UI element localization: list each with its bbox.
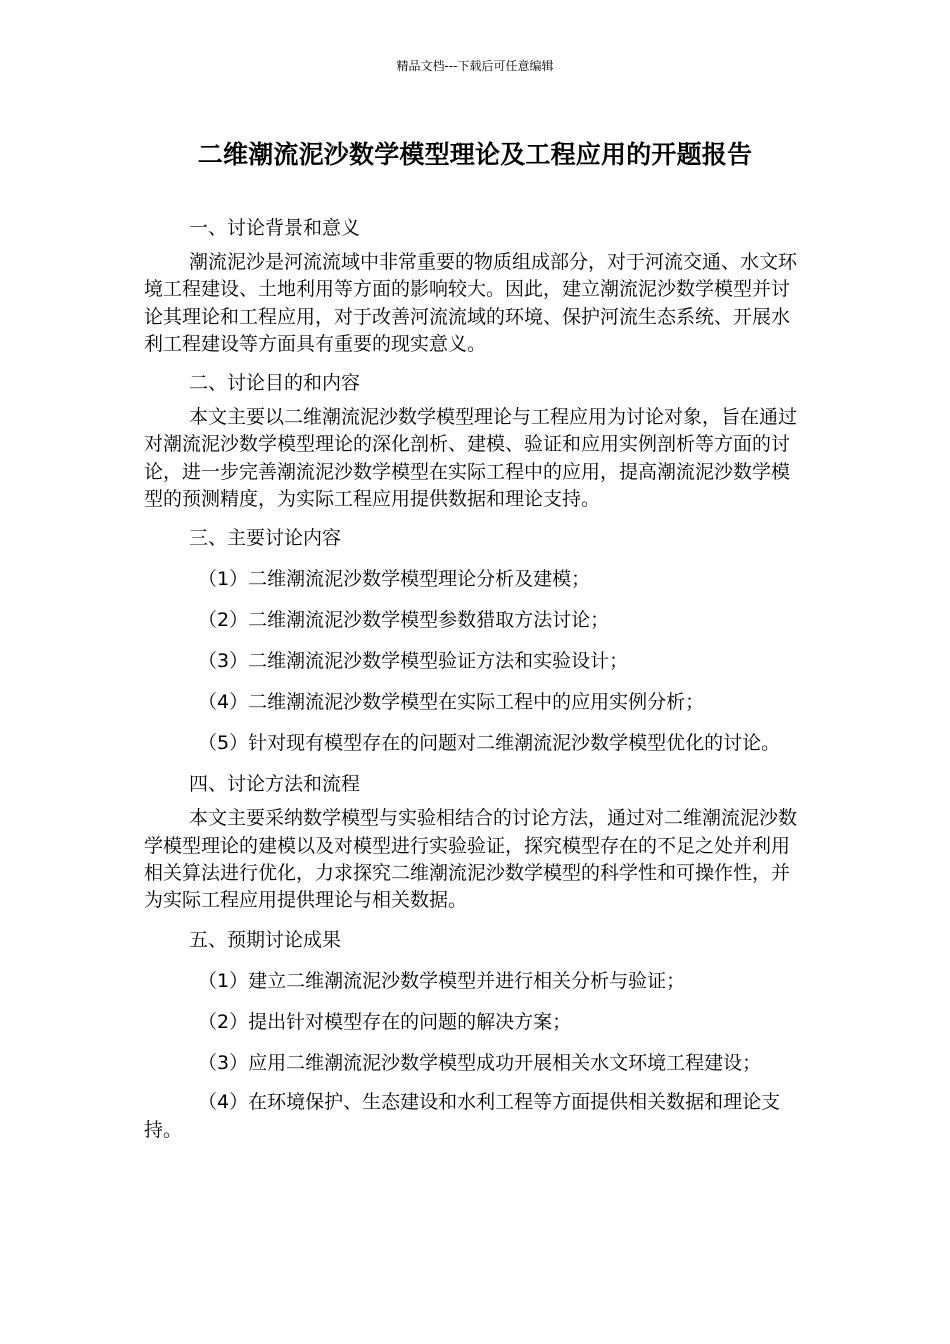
section-heading-main-content: 三、主要讨论内容 (189, 527, 342, 550)
section-heading-method: 四、讨论方法和流程 (189, 773, 361, 796)
section-heading-expected-results: 五、预期讨论成果 (189, 928, 342, 951)
list-item: （1）建立二维潮流泥沙数学模型并进行相关分析与验证； (198, 969, 686, 992)
section-heading-purpose: 二、讨论目的和内容 (189, 372, 361, 395)
document-body (144, 212, 806, 1144)
list-item: （5）针对现有模型存在的问题对二维潮流泥沙数学模型优化的讨论。 (198, 732, 781, 755)
document-title: 二维潮流泥沙数学模型理论及工程应用的开题报告 (197, 140, 753, 169)
list-item: （2）二维潮流泥沙数学模型参数猎取方法讨论； (198, 609, 610, 632)
paragraph-purpose: 本文主要以二维潮流泥沙数学模型理论与工程应用为讨论对象，旨在通过对潮流泥沙数学模型理论的深化剖析、建模、验证和应用实例剖析等方面的讨论，进一步完善潮流泥沙数学模型在实际工程中的应用，提高潮流泥沙数学模型的预测精度，为实际工程应用提供数据和理论支持。 (144, 406, 798, 511)
list-item: （4）二维潮流泥沙数学模型在实际工程中的应用实例分析； (198, 691, 705, 714)
list-item: （2）提出针对模型存在的问题的解决方案； (198, 1010, 572, 1033)
list-item: （1）二维潮流泥沙数学模型理论分析及建模； (198, 568, 591, 591)
page-header: 精品文档---下载后可任意编辑 (396, 59, 554, 73)
list-item: （4）在环境保护、生态建设和水利工程等方面提供相关数据和理论支持。 (144, 1090, 781, 1141)
list-item: （3）二维潮流泥沙数学模型验证方法和实验设计； (198, 650, 629, 673)
paragraph-background: 潮流泥沙是河流流域中非常重要的物质组成部分，对于河流交通、水文环境工程建设、土地利用等方面的影响较大。因此，建立潮流泥沙数学模型并讨论其理论和工程应用，对于改善河流流域的环境、保护河流生态系统、开展水利工程建设等方面具有重要的现实意义。 (144, 251, 798, 355)
list-item: （3）应用二维潮流泥沙数学模型成功开展相关水文环境工程建设； (198, 1051, 762, 1074)
section-heading-background: 一、讨论背景和意义 (189, 217, 361, 239)
paragraph-method: 本文主要采纳数学模型与实验相结合的讨论方法，通过对二维潮流泥沙数学模型理论的建模以及对模型进行实验验证，探究模型存在的不足之处并利用相关算法进行优化，力求探究二维潮流泥沙数学模型的科学性和可操作性，并为实际工程应用提供理论与相关数据。 (144, 807, 798, 912)
